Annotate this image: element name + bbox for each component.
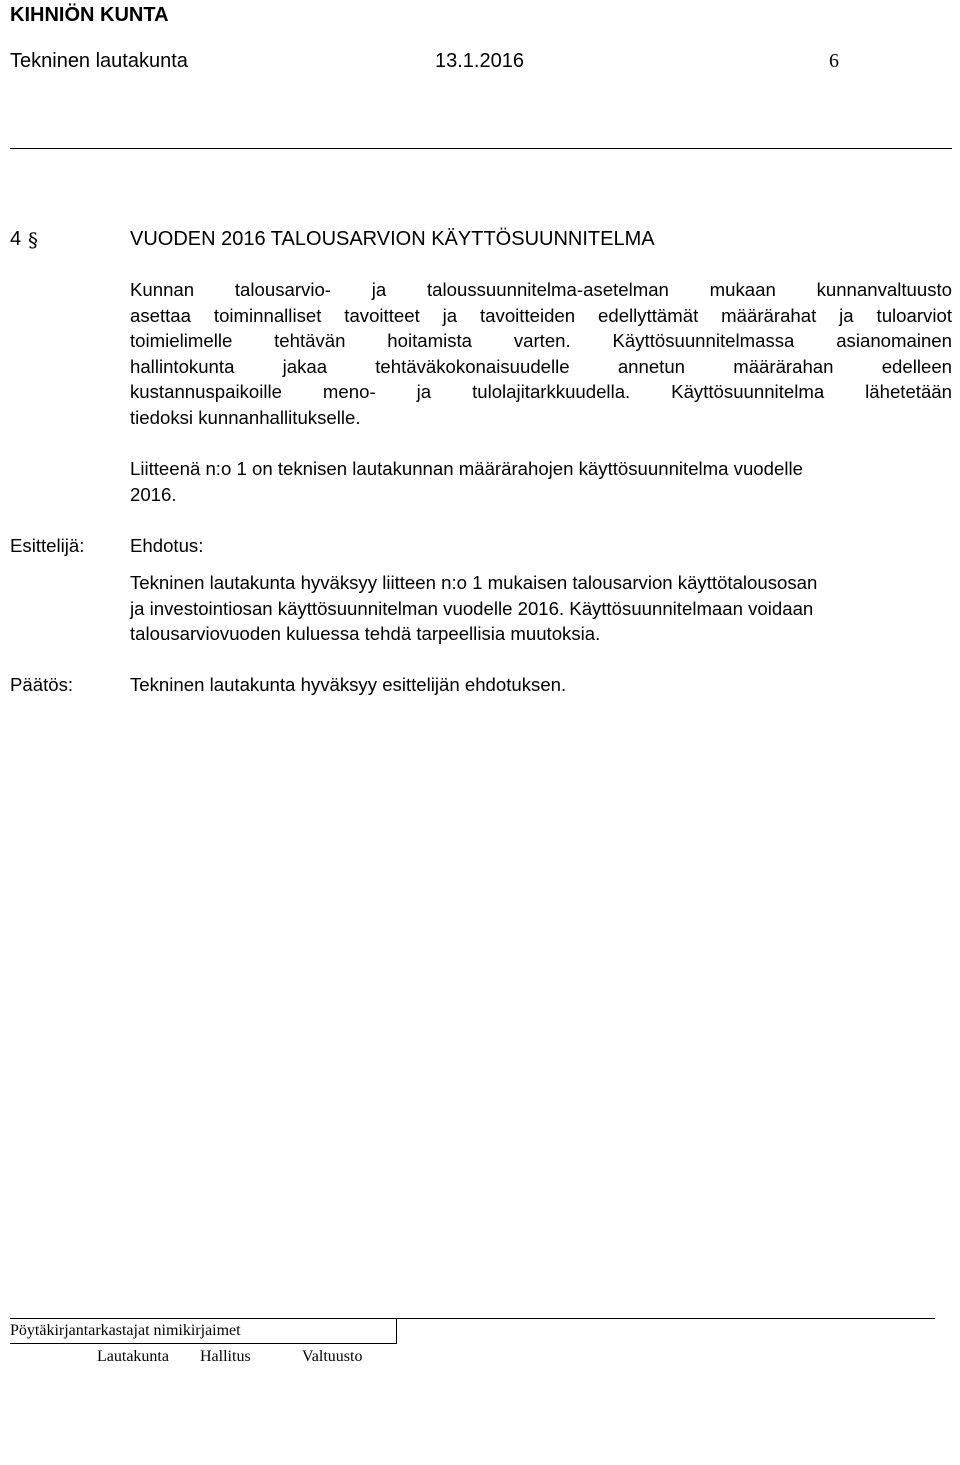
paragraph-line: Liitteenä n:o 1 on teknisen lautakunnan määrärahojen käyttösuunnitelma vuodelle (130, 458, 803, 479)
signature-divider (396, 1318, 397, 1344)
section-mark: § (28, 228, 38, 252)
footer-column-lautakunta: Lautakunta (97, 1348, 169, 1365)
page-number: 6 (829, 50, 839, 72)
footer-divider (10, 1318, 935, 1319)
footer-column-valtuusto: Valtuusto (302, 1348, 363, 1365)
signature-underline (10, 1343, 397, 1344)
decision-label: Päätös: (10, 674, 74, 695)
organization-name: KIHNIÖN KUNTA (10, 4, 169, 26)
paragraph-line: Tekninen lautakunta hyväksyy liitteen n:o 1 mukaisen talousarvion käyttötalousosan (130, 572, 818, 593)
meeting-date: 13.1.2016 (435, 50, 524, 72)
paragraph-line: tiedoksi kunnanhallitukselle. (130, 406, 361, 428)
paragraph-line: toimielimelle tehtävän hoitamista varten. Käyttösuunnitelmassa asianomainen (130, 330, 952, 351)
paragraph-line: talousarviovuoden kuluessa tehdä tarpeellisia muutoksia. (130, 623, 601, 644)
paragraph-line: Kunnan talousarvio- ja taloussuunnitelma-asetelman mukaan kunnanvaltuusto (130, 279, 952, 300)
body-paragraph-1 (130, 277, 952, 430)
paragraph-line: kustannuspaikoille meno- ja tulolajitarkkuudella. Käyttösuunnitelma lähetetään (130, 381, 952, 402)
proposal-label: Ehdotus: (130, 535, 204, 556)
presenter-label: Esittelijä: (10, 535, 85, 556)
paragraph-line: ja investointiosan käyttösuunnitelman vuodelle 2016. Käyttösuunnitelmaan voidaan (130, 597, 814, 619)
proposal-text (130, 570, 952, 647)
body-paragraph-2 (130, 456, 952, 507)
footer-column-hallitus: Hallitus (200, 1348, 251, 1365)
item-title: VUODEN 2016 TALOUSARVION KÄYTTÖSUUNNITELMA (130, 228, 655, 250)
paragraph-line: hallintokunta jakaa tehtäväkokonaisuudelle annetun määrärahan edelleen (130, 355, 952, 377)
header-divider (10, 148, 952, 149)
paragraph-line: asettaa toiminnalliset tavoitteet ja tavoitteiden edellyttämät määrärahat ja tuloarviot (130, 304, 952, 326)
paragraph-line: 2016. (130, 483, 177, 505)
committee-name: Tekninen lautakunta (10, 50, 188, 72)
signature-label: Pöytäkirjantarkastajat nimikirjaimet (10, 1322, 241, 1339)
decision-text: Tekninen lautakunta hyväksyy esittelijän ehdotuksen. (130, 674, 567, 695)
item-number: 4 (10, 228, 22, 250)
